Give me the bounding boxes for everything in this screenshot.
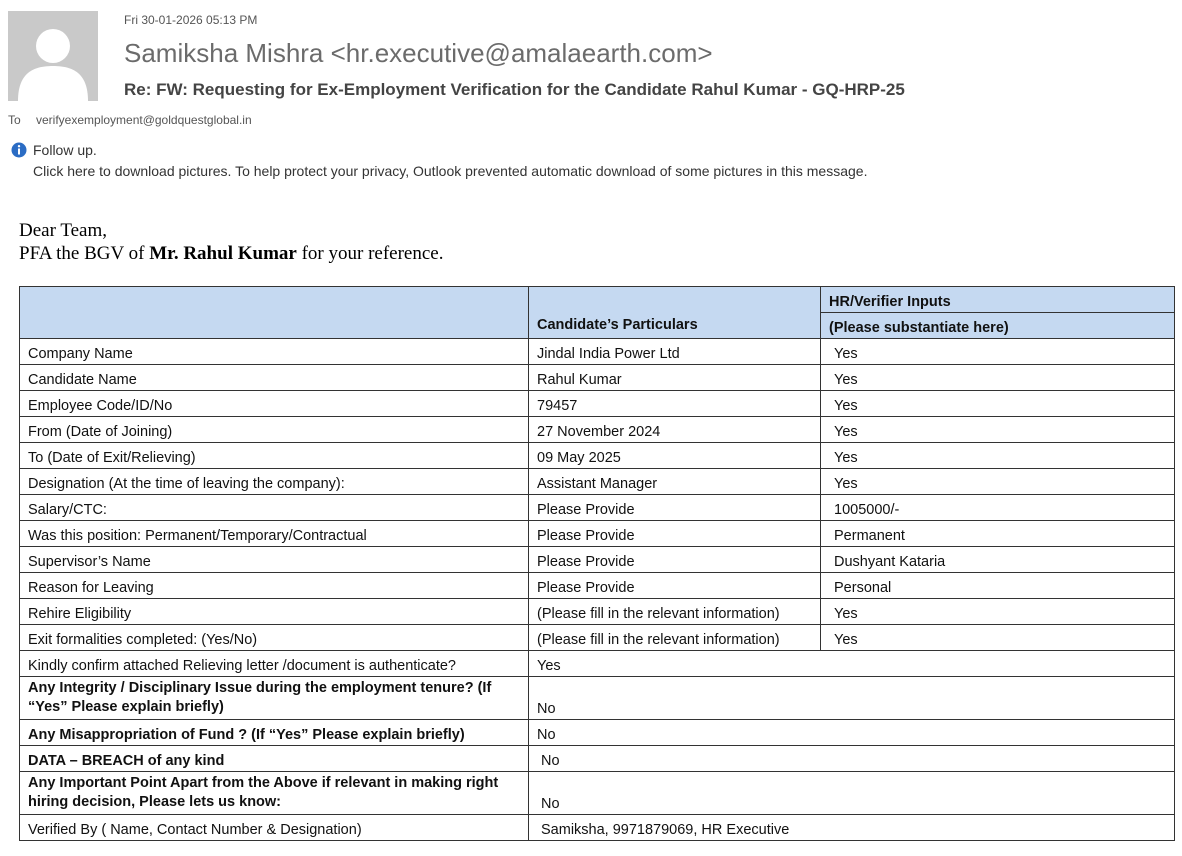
row-input: Yes bbox=[821, 417, 1175, 443]
to-row bbox=[8, 113, 252, 127]
table-row bbox=[20, 547, 1175, 573]
row-particular: Rahul Kumar bbox=[529, 365, 821, 391]
table-row bbox=[20, 391, 1175, 417]
row-particular: 79457 bbox=[529, 391, 821, 417]
row-label: Verified By ( Name, Contact Number & Designation) bbox=[20, 815, 529, 841]
table-row bbox=[20, 772, 1175, 815]
row-label: Reason for Leaving bbox=[20, 573, 529, 599]
row-input: Yes bbox=[821, 391, 1175, 417]
table-row bbox=[20, 720, 1175, 746]
table-row bbox=[20, 417, 1175, 443]
row-value: No bbox=[529, 746, 1175, 772]
row-value: No bbox=[529, 772, 1175, 815]
row-particular: 09 May 2025 bbox=[529, 443, 821, 469]
row-input: Dushyant Kataria bbox=[821, 547, 1175, 573]
info-icon bbox=[11, 142, 27, 158]
greeting-line: Dear Team, bbox=[19, 220, 107, 241]
row-particular: Please Provide bbox=[529, 495, 821, 521]
row-particular: 27 November 2024 bbox=[529, 417, 821, 443]
row-input: Yes bbox=[821, 443, 1175, 469]
row-label: Any Important Point Apart from the Above if relevant in making right hiring decision, Please lets us know: bbox=[20, 772, 529, 815]
row-input: Yes bbox=[821, 625, 1175, 651]
download-pictures-notice[interactable]: Click here to download pictures. To help protect your privacy, Outlook prevented automatic download of some pictures in this message. bbox=[33, 163, 868, 179]
table-row bbox=[20, 365, 1175, 391]
reference-line bbox=[19, 242, 443, 265]
header-verifier-inputs: HR/Verifier Inputs bbox=[821, 287, 1175, 313]
reference-suffix: for your reference. bbox=[296, 243, 444, 264]
row-input: Yes bbox=[821, 339, 1175, 365]
row-input: Yes bbox=[821, 469, 1175, 495]
email-timestamp: Fri 30-01-2026 05:13 PM bbox=[124, 13, 258, 27]
row-label: DATA – BREACH of any kind bbox=[20, 746, 529, 772]
row-particular: Please Provide bbox=[529, 573, 821, 599]
row-input: Permanent bbox=[821, 521, 1175, 547]
row-value: No bbox=[529, 720, 1175, 746]
sender-avatar[interactable] bbox=[8, 11, 98, 101]
candidate-name-bold: Mr. Rahul Kumar bbox=[149, 243, 297, 264]
row-input: Yes bbox=[821, 599, 1175, 625]
email-subject: Re: FW: Requesting for Ex-Employment Verification for the Candidate Rahul Kumar - GQ-HRP-25 bbox=[124, 80, 905, 99]
table-row bbox=[20, 443, 1175, 469]
row-input: Personal bbox=[821, 573, 1175, 599]
row-value: No bbox=[529, 677, 1175, 720]
row-particular: (Please fill in the relevant information) bbox=[529, 625, 821, 651]
row-label: Any Misappropriation of Fund ? (If “Yes” Please explain briefly) bbox=[20, 720, 529, 746]
row-particular: Assistant Manager bbox=[529, 469, 821, 495]
row-input: Yes bbox=[821, 365, 1175, 391]
row-label: To (Date of Exit/Relieving) bbox=[20, 443, 529, 469]
table-row bbox=[20, 625, 1175, 651]
row-label: Was this position: Permanent/Temporary/Contractual bbox=[20, 521, 529, 547]
email-greeting bbox=[19, 219, 443, 265]
row-label: From (Date of Joining) bbox=[20, 417, 529, 443]
table-row bbox=[20, 339, 1175, 365]
to-address[interactable]: verifyexemployment@goldquestglobal.in bbox=[36, 113, 252, 127]
row-label: Designation (At the time of leaving the company): bbox=[20, 469, 529, 495]
follow-up-flag[interactable]: Follow up. bbox=[33, 142, 97, 158]
table-row bbox=[20, 495, 1175, 521]
row-particular: (Please fill in the relevant information) bbox=[529, 599, 821, 625]
row-label: Exit formalities completed: (Yes/No) bbox=[20, 625, 529, 651]
table-row bbox=[20, 469, 1175, 495]
table-row bbox=[20, 677, 1175, 720]
person-placeholder-icon bbox=[8, 11, 98, 101]
reference-prefix: PFA the BGV of bbox=[19, 243, 150, 264]
table-row bbox=[20, 746, 1175, 772]
table-row bbox=[20, 573, 1175, 599]
row-label: Company Name bbox=[20, 339, 529, 365]
row-value: Yes bbox=[529, 651, 1175, 677]
row-label: Candidate Name bbox=[20, 365, 529, 391]
header-substantiate: (Please substantiate here) bbox=[821, 313, 1175, 339]
table-row bbox=[20, 815, 1175, 841]
row-label: Any Integrity / Disciplinary Issue during the employment tenure? (If “Yes” Please explain briefly) bbox=[20, 677, 529, 720]
row-input: 1005000/- bbox=[821, 495, 1175, 521]
row-label: Rehire Eligibility bbox=[20, 599, 529, 625]
row-label: Employee Code/ID/No bbox=[20, 391, 529, 417]
table-row bbox=[20, 599, 1175, 625]
bgv-table bbox=[19, 286, 1175, 841]
table-row bbox=[20, 521, 1175, 547]
to-label: To bbox=[8, 113, 21, 127]
table-row bbox=[20, 651, 1175, 677]
sender-name[interactable]: Samiksha Mishra <hr.executive@amalaearth.com> bbox=[124, 38, 713, 68]
row-particular: Please Provide bbox=[529, 547, 821, 573]
row-value: Samiksha, 9971879069, HR Executive bbox=[529, 815, 1175, 841]
header-blank bbox=[20, 287, 529, 339]
row-particular: Please Provide bbox=[529, 521, 821, 547]
row-label: Kindly confirm attached Relieving letter /document is authenticate? bbox=[20, 651, 529, 677]
row-label: Supervisor’s Name bbox=[20, 547, 529, 573]
row-label: Salary/CTC: bbox=[20, 495, 529, 521]
row-particular: Jindal India Power Ltd bbox=[529, 339, 821, 365]
header-candidate-particulars: Candidate’s Particulars bbox=[529, 287, 821, 339]
